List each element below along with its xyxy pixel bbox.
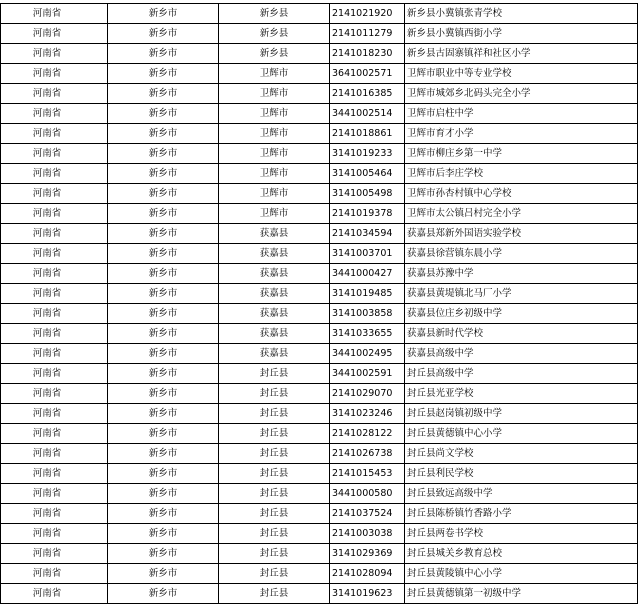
school-name-cell: 卫辉市城郊乡北码头完全小学 — [405, 84, 638, 104]
school-code-cell: 3141019233 — [330, 144, 405, 164]
city-cell: 新乡市 — [108, 224, 219, 244]
province-cell: 河南省 — [1, 464, 108, 484]
province-cell: 河南省 — [1, 504, 108, 524]
province-cell: 河南省 — [1, 304, 108, 324]
city-cell: 新乡市 — [108, 384, 219, 404]
table-row — [1, 44, 638, 64]
school-name-cell: 封丘县致远高级中学 — [405, 484, 638, 504]
school-name-cell: 卫辉市太公镇吕村完全小学 — [405, 204, 638, 224]
school-code-cell: 2141018230 — [330, 44, 405, 64]
school-code-cell: 3641002571 — [330, 64, 405, 84]
county-cell: 获嘉县 — [219, 304, 330, 324]
county-cell: 卫辉市 — [219, 204, 330, 224]
school-code-cell: 2141026738 — [330, 444, 405, 464]
county-cell: 封丘县 — [219, 564, 330, 584]
city-cell: 新乡市 — [108, 264, 219, 284]
city-cell: 新乡市 — [108, 564, 219, 584]
province-cell: 河南省 — [1, 4, 108, 24]
city-cell: 新乡市 — [108, 484, 219, 504]
county-cell: 卫辉市 — [219, 84, 330, 104]
school-name-cell: 封丘县光亚学校 — [405, 384, 638, 404]
province-cell: 河南省 — [1, 24, 108, 44]
school-name-cell: 封丘县尚文学校 — [405, 444, 638, 464]
county-cell: 获嘉县 — [219, 324, 330, 344]
school-name-cell: 获嘉县黄堤镇北马厂小学 — [405, 284, 638, 304]
school-code-cell: 3441002495 — [330, 344, 405, 364]
city-cell: 新乡市 — [108, 44, 219, 64]
county-cell: 新乡县 — [219, 24, 330, 44]
province-cell: 河南省 — [1, 104, 108, 124]
school-code-cell: 2141003038 — [330, 524, 405, 544]
county-cell: 封丘县 — [219, 364, 330, 384]
school-code-cell: 2141019378 — [330, 204, 405, 224]
school-code-cell: 2141018861 — [330, 124, 405, 144]
school-code-cell: 3141019485 — [330, 284, 405, 304]
city-cell: 新乡市 — [108, 144, 219, 164]
school-code-cell: 3441000580 — [330, 484, 405, 504]
county-cell: 卫辉市 — [219, 164, 330, 184]
school-code-cell: 3141029369 — [330, 544, 405, 564]
city-cell: 新乡市 — [108, 584, 219, 604]
school-name-cell: 获嘉县苏豫中学 — [405, 264, 638, 284]
school-name-cell: 封丘县城关乡教育总校 — [405, 544, 638, 564]
school-name-cell: 封丘县黄陵镇中心小学 — [405, 564, 638, 584]
table-row — [1, 124, 638, 144]
city-cell: 新乡市 — [108, 64, 219, 84]
school-name-cell: 封丘县黄德镇中心小学 — [405, 424, 638, 444]
county-cell: 卫辉市 — [219, 104, 330, 124]
table-row — [1, 504, 638, 524]
city-cell: 新乡市 — [108, 104, 219, 124]
county-cell: 封丘县 — [219, 424, 330, 444]
province-cell: 河南省 — [1, 424, 108, 444]
table-row — [1, 384, 638, 404]
table-row — [1, 24, 638, 44]
county-cell: 封丘县 — [219, 384, 330, 404]
county-cell: 卫辉市 — [219, 184, 330, 204]
school-list-body — [1, 4, 638, 604]
table-row — [1, 584, 638, 604]
city-cell: 新乡市 — [108, 504, 219, 524]
county-cell: 封丘县 — [219, 464, 330, 484]
school-code-cell: 2141015453 — [330, 464, 405, 484]
county-cell: 封丘县 — [219, 524, 330, 544]
school-name-cell: 卫辉市职业中等专业学校 — [405, 64, 638, 84]
school-code-cell: 3141005498 — [330, 184, 405, 204]
school-name-cell: 获嘉县新时代学校 — [405, 324, 638, 344]
city-cell: 新乡市 — [108, 424, 219, 444]
table-row — [1, 484, 638, 504]
province-cell: 河南省 — [1, 224, 108, 244]
school-code-cell: 2141034594 — [330, 224, 405, 244]
county-cell: 封丘县 — [219, 444, 330, 464]
school-name-cell: 获嘉县郑新外国语实验学校 — [405, 224, 638, 244]
school-name-cell: 封丘县黄德镇第一初级中学 — [405, 584, 638, 604]
table-row — [1, 284, 638, 304]
school-list-table — [0, 3, 638, 604]
province-cell: 河南省 — [1, 524, 108, 544]
school-code-cell: 3141005464 — [330, 164, 405, 184]
county-cell: 卫辉市 — [219, 144, 330, 164]
school-name-cell: 获嘉县高级中学 — [405, 344, 638, 364]
province-cell: 河南省 — [1, 284, 108, 304]
table-row — [1, 464, 638, 484]
province-cell: 河南省 — [1, 384, 108, 404]
city-cell: 新乡市 — [108, 344, 219, 364]
school-name-cell: 封丘县两卷书学校 — [405, 524, 638, 544]
city-cell: 新乡市 — [108, 24, 219, 44]
province-cell: 河南省 — [1, 344, 108, 364]
table-row — [1, 104, 638, 124]
county-cell: 封丘县 — [219, 484, 330, 504]
school-code-cell: 2141028094 — [330, 564, 405, 584]
school-code-cell: 3441002591 — [330, 364, 405, 384]
city-cell: 新乡市 — [108, 404, 219, 424]
city-cell: 新乡市 — [108, 4, 219, 24]
province-cell: 河南省 — [1, 84, 108, 104]
school-code-cell: 3441002514 — [330, 104, 405, 124]
province-cell: 河南省 — [1, 544, 108, 564]
city-cell: 新乡市 — [108, 204, 219, 224]
school-name-cell: 封丘县赵岗镇初级中学 — [405, 404, 638, 424]
province-cell: 河南省 — [1, 164, 108, 184]
school-code-cell: 2141011279 — [330, 24, 405, 44]
city-cell: 新乡市 — [108, 364, 219, 384]
school-code-cell: 2141028122 — [330, 424, 405, 444]
province-cell: 河南省 — [1, 64, 108, 84]
school-code-cell: 3141023246 — [330, 404, 405, 424]
table-row — [1, 184, 638, 204]
city-cell: 新乡市 — [108, 544, 219, 564]
table-row — [1, 4, 638, 24]
province-cell: 河南省 — [1, 484, 108, 504]
school-name-cell: 封丘县利民学校 — [405, 464, 638, 484]
county-cell: 封丘县 — [219, 584, 330, 604]
province-cell: 河南省 — [1, 264, 108, 284]
school-name-cell: 获嘉县位庄乡初级中学 — [405, 304, 638, 324]
school-code-cell: 3441000427 — [330, 264, 405, 284]
province-cell: 河南省 — [1, 364, 108, 384]
table-row — [1, 224, 638, 244]
province-cell: 河南省 — [1, 324, 108, 344]
school-code-cell: 2141016385 — [330, 84, 405, 104]
province-cell: 河南省 — [1, 44, 108, 64]
table-row — [1, 264, 638, 284]
school-name-cell: 获嘉县徐营镇东晨小学 — [405, 244, 638, 264]
table-row — [1, 544, 638, 564]
province-cell: 河南省 — [1, 404, 108, 424]
school-code-cell: 3141003701 — [330, 244, 405, 264]
county-cell: 获嘉县 — [219, 224, 330, 244]
province-cell: 河南省 — [1, 444, 108, 464]
school-code-cell: 3141019623 — [330, 584, 405, 604]
county-cell: 卫辉市 — [219, 64, 330, 84]
county-cell: 卫辉市 — [219, 124, 330, 144]
county-cell: 获嘉县 — [219, 284, 330, 304]
county-cell: 新乡县 — [219, 4, 330, 24]
city-cell: 新乡市 — [108, 444, 219, 464]
city-cell: 新乡市 — [108, 524, 219, 544]
county-cell: 封丘县 — [219, 544, 330, 564]
school-name-cell: 封丘县陈桥镇竹香路小学 — [405, 504, 638, 524]
table-row — [1, 424, 638, 444]
table-row — [1, 444, 638, 464]
school-name-cell: 封丘县高级中学 — [405, 364, 638, 384]
table-row — [1, 364, 638, 384]
table-row — [1, 344, 638, 364]
table-row — [1, 524, 638, 544]
county-cell: 封丘县 — [219, 404, 330, 424]
school-code-cell: 3141003858 — [330, 304, 405, 324]
province-cell: 河南省 — [1, 204, 108, 224]
city-cell: 新乡市 — [108, 164, 219, 184]
table-row — [1, 244, 638, 264]
county-cell: 获嘉县 — [219, 344, 330, 364]
school-name-cell: 卫辉市后李庄学校 — [405, 164, 638, 184]
county-cell: 获嘉县 — [219, 264, 330, 284]
city-cell: 新乡市 — [108, 284, 219, 304]
table-row — [1, 404, 638, 424]
school-name-cell: 卫辉市孙杏村镇中心学校 — [405, 184, 638, 204]
county-cell: 获嘉县 — [219, 244, 330, 264]
school-code-cell: 2141021920 — [330, 4, 405, 24]
school-name-cell: 新乡县古固寨镇祥和社区小学 — [405, 44, 638, 64]
city-cell: 新乡市 — [108, 244, 219, 264]
table-row — [1, 144, 638, 164]
school-code-cell: 3141033655 — [330, 324, 405, 344]
table-row — [1, 304, 638, 324]
province-cell: 河南省 — [1, 244, 108, 264]
city-cell: 新乡市 — [108, 124, 219, 144]
table-row — [1, 64, 638, 84]
province-cell: 河南省 — [1, 584, 108, 604]
school-name-cell: 新乡县小冀镇张青学校 — [405, 4, 638, 24]
table-row — [1, 204, 638, 224]
province-cell: 河南省 — [1, 124, 108, 144]
city-cell: 新乡市 — [108, 304, 219, 324]
city-cell: 新乡市 — [108, 324, 219, 344]
school-name-cell: 卫辉市启柱中学 — [405, 104, 638, 124]
table-row — [1, 164, 638, 184]
school-name-cell: 新乡县小冀镇西街小学 — [405, 24, 638, 44]
table-row — [1, 324, 638, 344]
school-code-cell: 2141029070 — [330, 384, 405, 404]
city-cell: 新乡市 — [108, 184, 219, 204]
school-name-cell: 卫辉市育才小学 — [405, 124, 638, 144]
county-cell: 新乡县 — [219, 44, 330, 64]
province-cell: 河南省 — [1, 144, 108, 164]
province-cell: 河南省 — [1, 564, 108, 584]
school-name-cell: 卫辉市柳庄乡第一中学 — [405, 144, 638, 164]
province-cell: 河南省 — [1, 184, 108, 204]
city-cell: 新乡市 — [108, 84, 219, 104]
table-row — [1, 84, 638, 104]
city-cell: 新乡市 — [108, 464, 219, 484]
table-row — [1, 564, 638, 584]
school-code-cell: 2141037524 — [330, 504, 405, 524]
county-cell: 封丘县 — [219, 504, 330, 524]
